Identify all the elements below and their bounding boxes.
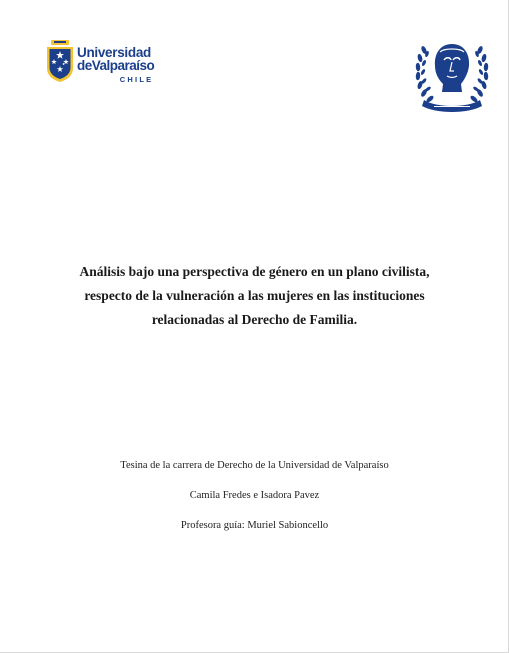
authors: Camila Fredes e Isadora Pavez — [189, 490, 320, 501]
logo-line-universidad: Universidad — [77, 45, 151, 60]
title-line-1: Análisis bajo una perspectiva de género en un plano civilista, — [79, 264, 430, 279]
university-wordmark — [77, 46, 154, 86]
university-logo — [46, 40, 156, 88]
university-shield-icon — [46, 40, 74, 82]
thesis-description: Tesina de la carrera de Derecho de la Universidad de Valparaíso — [120, 460, 389, 471]
thesis-title — [40, 260, 469, 332]
advisor: Profesora guía: Muriel Sabioncello — [180, 520, 329, 531]
title-line-3: relacionadas al Derecho de Familia. — [151, 312, 358, 327]
faculty-seal-icon — [414, 36, 490, 116]
title-line-2: respecto de la vulneración a las mujeres en las instituciones — [84, 288, 425, 303]
logo-line-valparaiso: deValparaíso — [77, 58, 155, 73]
logo-line-chile: CHILE — [119, 75, 154, 84]
